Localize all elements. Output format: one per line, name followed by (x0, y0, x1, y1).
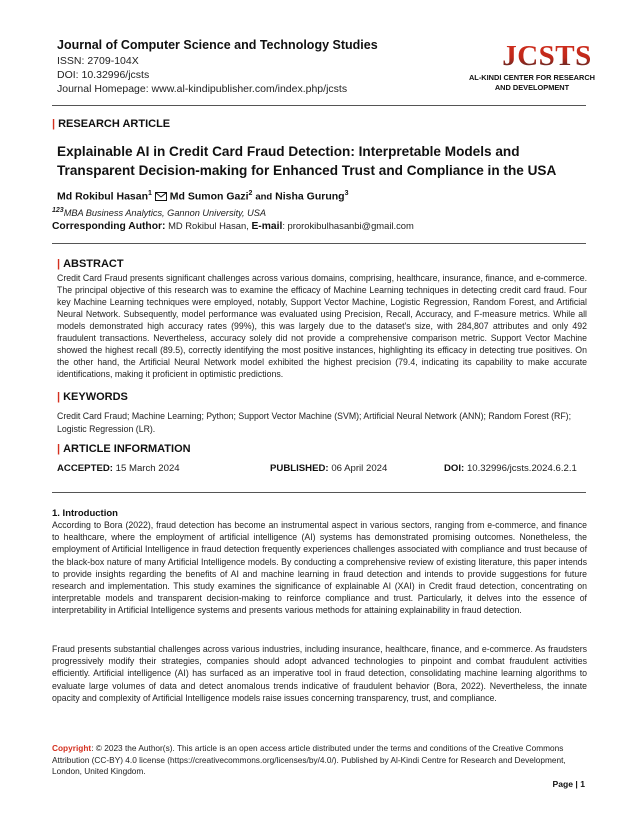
copyright-text: : © 2023 the Author(s). This article is an open access article distributed under the terms and conditions of the Creative Commons Attribution (CC-BY) 4.0 license (https://creativecommons.org/licenses/by/4.0/). Published by Al-Kindi Centre for Research and Development, London, United Kingdom. (52, 743, 566, 776)
journal-homepage[interactable]: Journal Homepage: www.al-kindipublisher.com/index.php/jcsts (57, 83, 348, 95)
author-1: Md Rokibul Hasan (57, 190, 149, 203)
logo-subtitle (467, 73, 597, 93)
abstract-heading-label: ABSTRACT (63, 258, 124, 270)
header-divider (52, 105, 586, 106)
author-1-sup: 1 (148, 190, 152, 197)
section-bar-icon: | (57, 443, 61, 455)
affiliation-text: MBA Business Analytics, Gannon University, USA (63, 208, 267, 219)
section-bar-icon: | (57, 391, 61, 403)
keywords-text: Credit Card Fraud; Machine Learning; Python; Support Vector Machine (SVM); Artificial Neural Network (ANN); Random Forest (RF); Logistic Regression (LR). (57, 411, 572, 434)
article-info-heading (57, 443, 191, 455)
accepted-value: 15 March 2024 (115, 463, 180, 474)
abstract-divider (52, 243, 586, 244)
journal-issn: ISSN: 2709-104X (57, 55, 139, 67)
section-bar-icon: | (57, 258, 61, 270)
doi-value[interactable]: 10.32996/jcsts.2024.6.2.1 (466, 463, 577, 474)
copyright-notice (52, 743, 587, 778)
author-3-sup: 3 (344, 190, 349, 197)
logo-wordmark (497, 38, 597, 72)
published-value: 06 April 2024 (331, 463, 388, 474)
svg-text:JCSTS: JCSTS (502, 40, 592, 72)
article-type-label: RESEARCH ARTICLE (58, 118, 171, 130)
affiliation (52, 207, 266, 218)
author-conjunction: and (255, 191, 273, 203)
page-number: Page | 1 (552, 779, 585, 789)
copyright-label: Copyright (52, 743, 92, 753)
corresponding-name: MD Rokibul Hasan, (168, 220, 249, 231)
accepted-date (57, 463, 180, 474)
corresponding-author (52, 220, 414, 232)
published-label: PUBLISHED: (270, 463, 329, 474)
envelope-icon[interactable] (155, 191, 170, 203)
email-address[interactable]: : prorokibulhasanbi@gmail.com (282, 220, 414, 231)
abstract-heading (57, 258, 124, 270)
article-doi (444, 463, 577, 474)
author-3: Nisha Gurung (275, 190, 345, 203)
introduction-paragraph-1: According to Bora (2022), fraud detection has become an instrumental aspect in various sectors, ranging from e-commerce, and finance to healthcare, where the employment of artificial intelligence (AI) systems has demonstrated promising outcomes. Nonetheless, the employment of Artificial Intelligence in fraud detection frequently experiences challenges associated with compliance and trust because of the black-box nature of many Artificial Intelligence models. By conducting a comprehensive review of existing literature, this paper intends to provide insights regarding the benefits of AI and machine learning in fraud detection and intends to provide suggestions for future research and implementation. This study examines the significance of explainable AI (XAI) in Credit fraud detection, concentrating on interpretable models and transparent decision-making to reinforce compliance and trust. Particularly, it delves into the essence of interpretability in Artificial Intelligence systems and presents various methods for attaining explainability in fraud detection. (52, 520, 587, 616)
journal-doi: DOI: 10.32996/jcsts (57, 69, 150, 81)
abstract-text: Credit Card Fraud presents significant challenges across various domains, comprising, healthcare, insurance, finance, and e-commerce. The principal objective of this research was to examine the efficacy of Machine Learning techniques in detecting credit card fraud. Four key Machine Learning techniques were employed, notably, Support Vector Machine, Logistic Regression, Random Forest, and Artificial Neural Network. Subsequently, model performance was evaluated using Precision, Recall, Accuracy, and F-measure metrics. While all models demonstrated high accuracy rates (99%), this was largely due to the dataset's size, with 284,807 attributes and only 492 fraudulent transactions. Nevertheless, accuracy solely did not provide a comprehensive comparison metric. Support Vector Machine showed the highest recall (89.5), correctly identifying the most positive instances, highlighting its efficacy in detecting true positives. On the other hand, the Artificial Neural Network model exhibited the highest precision (79.4, indicating its capability to make accurate identifications, making it proficient in optimistic predictions. (57, 273, 587, 379)
info-divider (52, 492, 586, 493)
introduction-heading: 1. Introduction (52, 508, 118, 519)
doi-label: DOI: (444, 463, 465, 474)
section-bar-icon: | (52, 118, 56, 130)
logo-sub-line1: AL-KINDI CENTER FOR RESEARCH (468, 73, 596, 82)
article-type (52, 118, 170, 130)
published-date (270, 463, 387, 474)
journal-name: Journal of Computer Science and Technology Studies (57, 38, 378, 52)
logo-sub-line2: AND DEVELOPMENT (494, 83, 570, 92)
author-list (57, 190, 348, 203)
accepted-label: ACCEPTED: (57, 463, 113, 474)
email-label: E-mail (251, 221, 283, 232)
introduction-paragraph-2: Fraud presents substantial challenges across various industries, including insurance, healthcare, finance, and e-commerce. As fraudsters progressively modify their strategies, companies should adopt advanced technologies to pinpoint and combat fraudulent activities efficiently. Artificial intelligence (AI) has surfaced as an imperative tool in fraud detection, consolidating machine learning algorithms to evaluate large volumes of data and detect anomalous trends indicative of fraudulent behavior (Bora, 2022). Nevertheless, the innate opacity and complexity of Artificial Intelligence models raise issues concerning transparency, trust, and compliance. (52, 644, 587, 703)
affiliation-sup: 123 (52, 207, 64, 214)
author-2-sup: 2 (248, 190, 253, 197)
article-info-heading-label: ARTICLE INFORMATION (63, 443, 191, 455)
paper-title: Explainable AI in Credit Card Fraud Detection: Interpretable Models and Transparent Decision-making for Enhanced Trust and Compliance in the USA (57, 144, 557, 178)
corresponding-label: Corresponding Author: (52, 221, 166, 232)
keywords-heading (57, 391, 128, 403)
keywords-heading-label: KEYWORDS (63, 391, 128, 403)
author-2: Md Sumon Gazi (169, 190, 249, 203)
